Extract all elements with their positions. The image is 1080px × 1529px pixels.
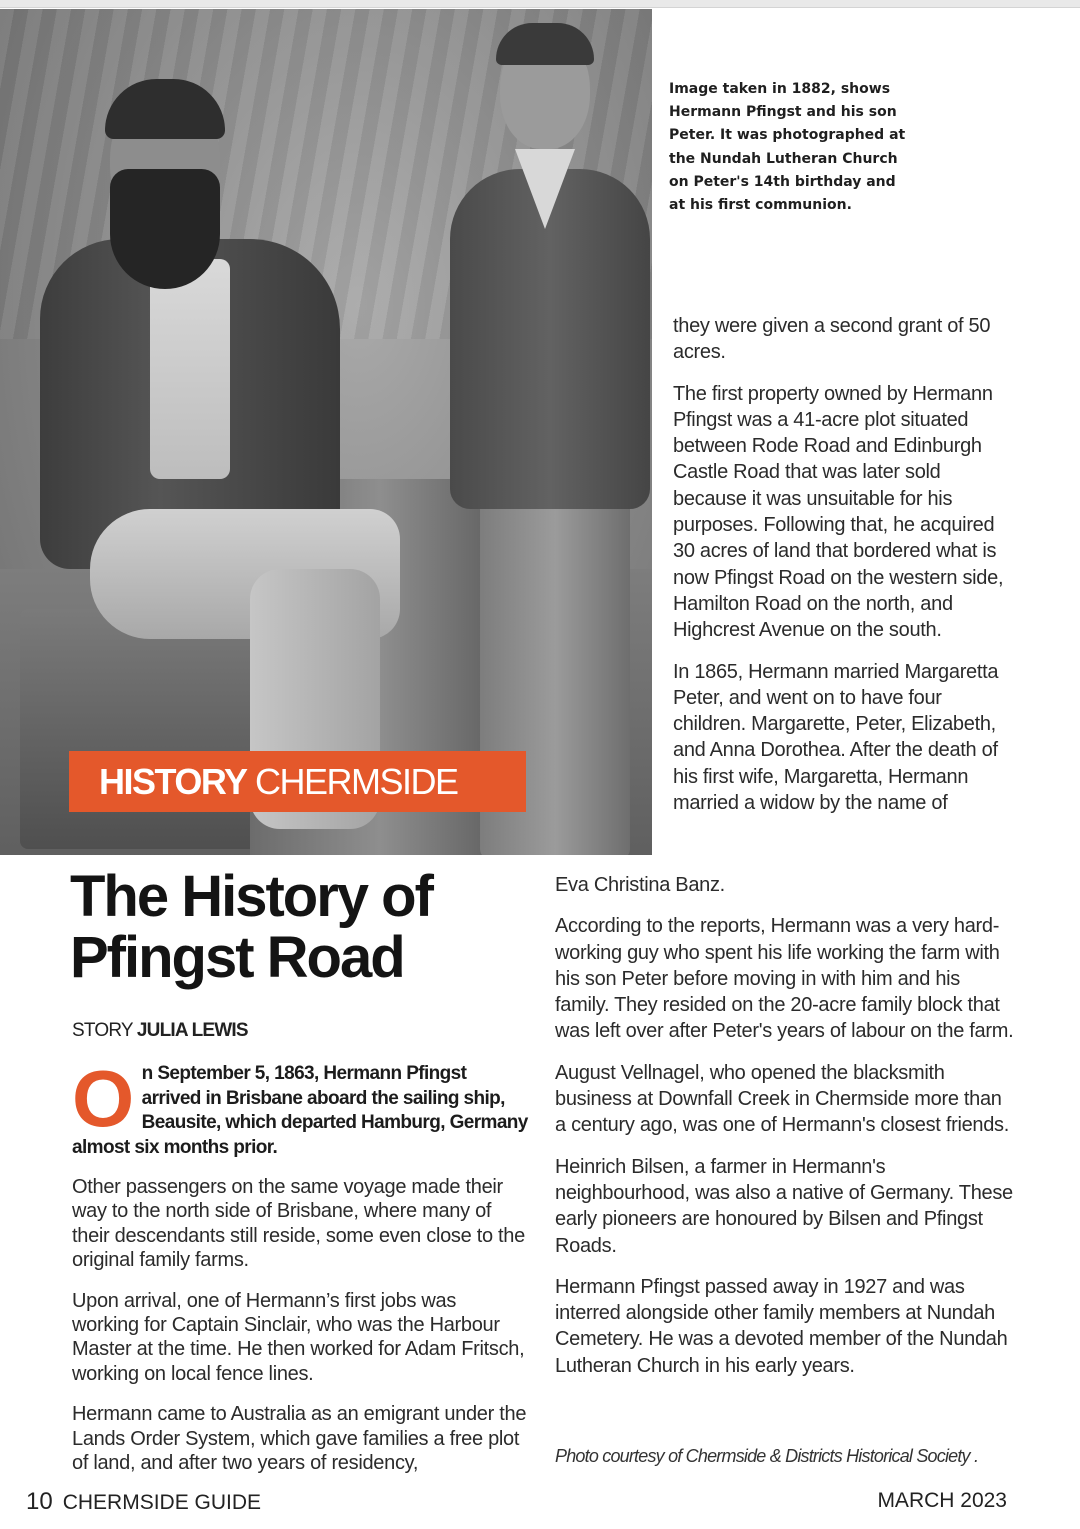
photo-boy-jacket <box>450 169 650 509</box>
body-paragraph: Heinrich Bilsen, a farmer in Hermann's neighbourhood, was also a native of Germany. These early pioneers are honoured by Bilsen and Pfingst Roads. <box>555 1155 1013 1257</box>
publication-name: CHERMSIDE GUIDE <box>62 1491 262 1514</box>
issue-date: MARCH 2023 <box>877 1489 1007 1512</box>
drop-cap: O <box>72 1054 134 1143</box>
photo-man-shirt <box>150 259 230 479</box>
photo-credit: Photo courtesy of Chermside & Districts Historical Society . <box>555 1446 979 1466</box>
page-number: 10 <box>26 1488 53 1515</box>
body-paragraph: August Vellnagel, who opened the blacksmith business at Downfall Creek in Chermside more than a century ago, was one of Hermann's closest friends. <box>555 1061 1010 1137</box>
section-label <box>69 751 526 812</box>
body-paragraph: Hermann Pfingst passed away in 1927 and was interred alongside other family members at Nundah Cemetery. He was a devoted member of the Nundah Lutheran Church in his early years. <box>555 1275 1008 1377</box>
body-paragraph: they were given a second grant of 50 acres. <box>673 315 991 364</box>
lead-text: n September 5, 1863, Hermann Pfingst arrived in Brisbane aboard the sailing ship, Beausite, which departed Hamburg, Germany almost six months prior. <box>72 1063 528 1158</box>
article-title: The History of Pfingst Road <box>70 864 432 990</box>
lead-paragraph <box>72 1054 528 1160</box>
top-rule <box>0 0 1080 8</box>
photo-man-beard <box>110 169 220 289</box>
body-paragraph: In 1865, Hermann married Margaretta Peter, and went on to have four children. Margarette, Peter, Elizabeth, and Anna Dorothea. After the death of his first wife, Margaretta, Hermann married a widow by the name of <box>673 660 999 815</box>
photo-caption: Image taken in 1882, shows Hermann Pfingst and his son Peter. It was photographed at the Nundah Lutheran Church on Peter's 14th birthday and at his first communion. <box>669 81 906 214</box>
byline-prefix: STORY <box>72 1020 137 1041</box>
historical-photo <box>0 9 652 855</box>
footer-left <box>26 1488 261 1516</box>
byline-author: JULIA LEWIS <box>136 1020 248 1041</box>
body-paragraph: Eva Christina Banz. <box>555 874 725 896</box>
section-label-light: CHERMSIDE <box>246 761 458 802</box>
body-paragraph: The first property owned by Hermann Pfingst was a 41-acre plot situated between Rode Road and Edinburgh Castle Road that was later sold because it was unsuitable for his purposes. Following that, he acquired 30 acres of land that bordered what is now Pfingst Road on the western side, Hamilton Road on the north, and Highcrest Avenue on the south. <box>673 382 1004 642</box>
photo-boy-hair <box>496 23 594 65</box>
body-column-left <box>72 1175 528 1491</box>
body-paragraph: Upon arrival, one of Hermann’s first jobs was working for Captain Sinclair, who was the Harbour Master at the time. He then worked for Adam Fritsch, working on local fence lines. <box>72 1289 525 1385</box>
body-column-right-top <box>673 313 1013 831</box>
body-column-right-bottom <box>555 872 1017 1394</box>
body-paragraph: Other passengers on the same voyage made their way to the north side of Brisbane, where many of their descendants still reside, some even close to the original family farms. <box>72 1176 525 1272</box>
body-paragraph: Hermann came to Australia as an emigrant under the Lands Order System, which gave families a free plot of land, and after two years of residency, <box>72 1403 527 1475</box>
byline <box>72 1020 248 1042</box>
section-label-bold: HISTORY <box>99 761 247 802</box>
body-paragraph: According to the reports, Hermann was a very hard-working guy who spent his life working the farm with his son Peter before moving in with him and his family. They resided on the 20-acre family block that was left over after Peter's years of labour on the farm. <box>555 915 1014 1043</box>
